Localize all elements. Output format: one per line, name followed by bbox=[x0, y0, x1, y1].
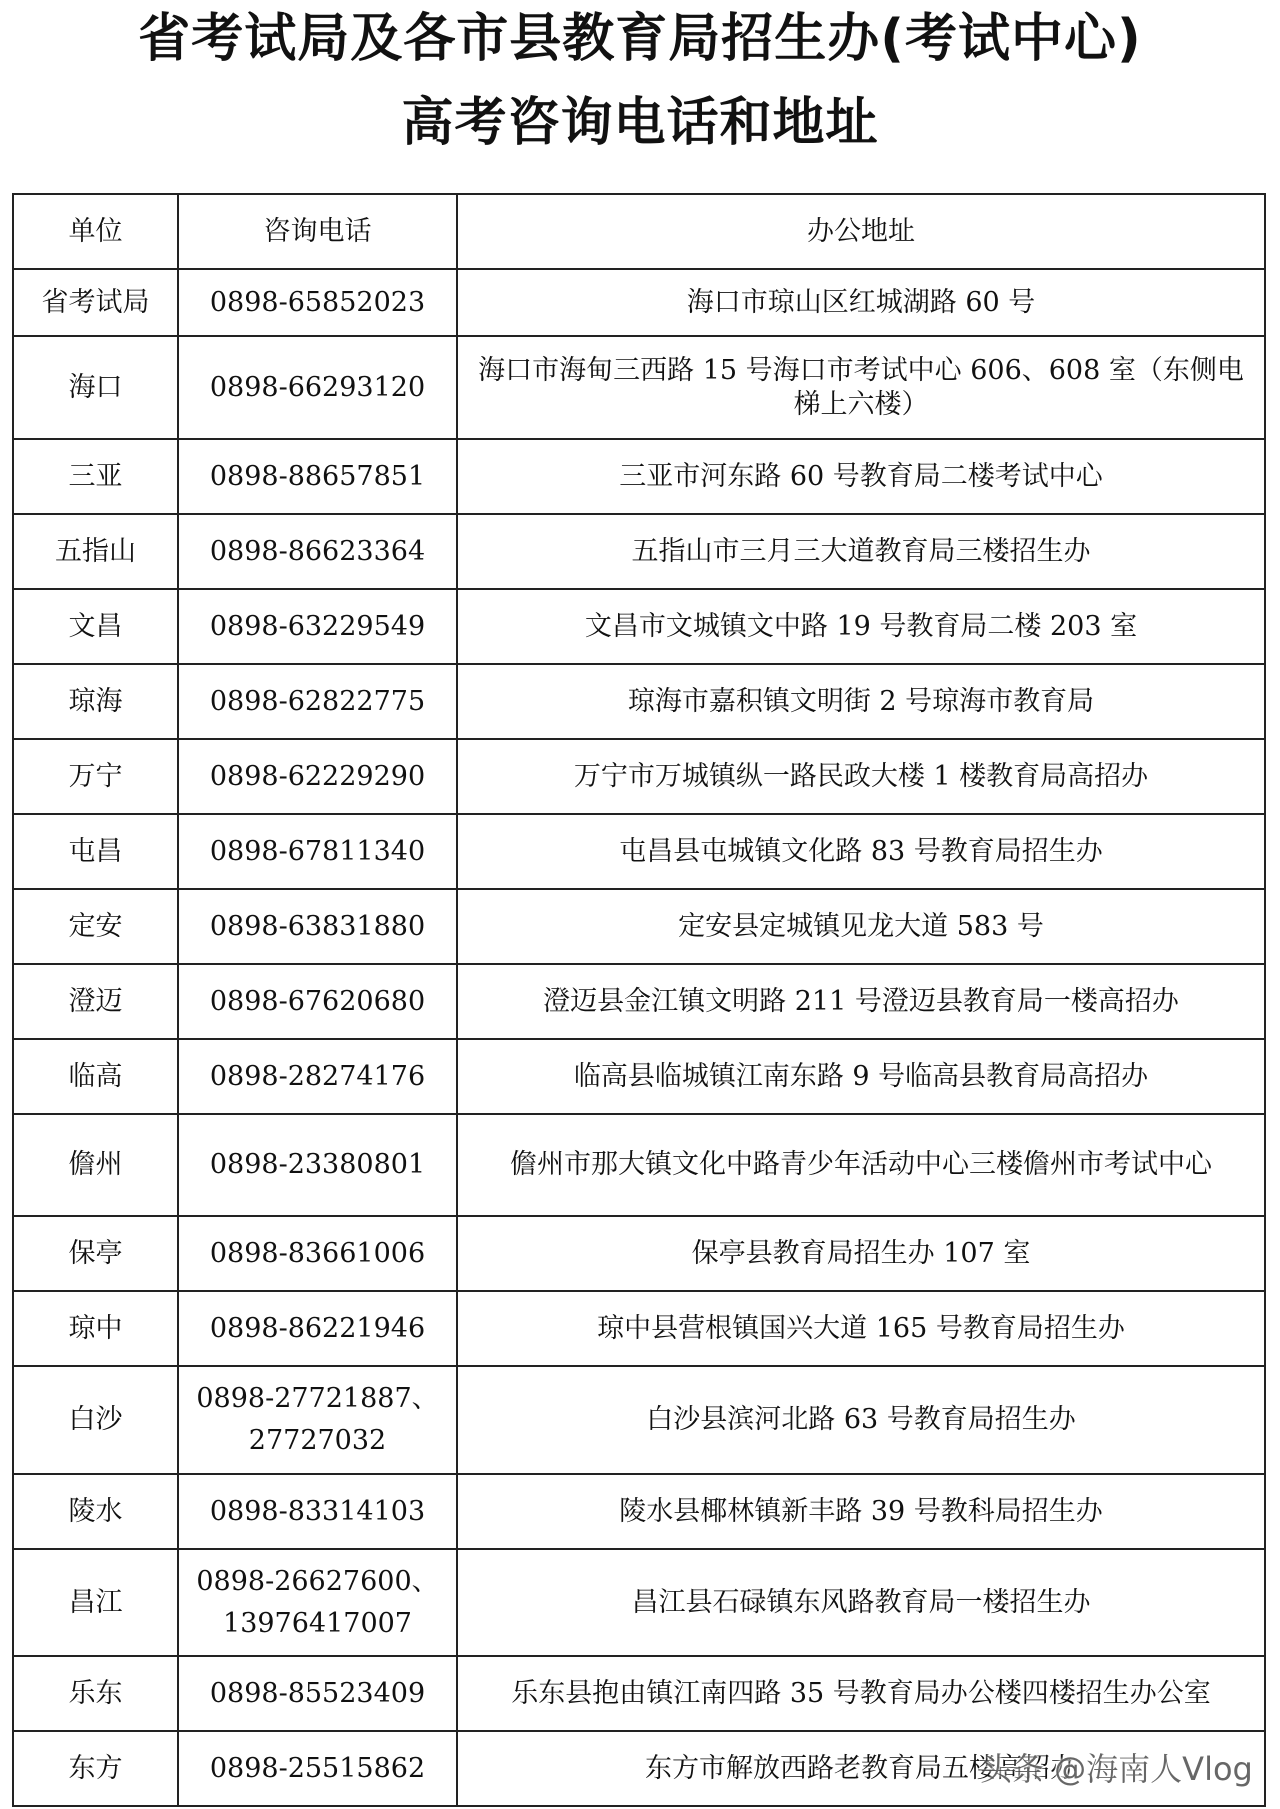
cell-unit: 万宁 bbox=[13, 739, 178, 814]
cell-phone: 0898-86221946 bbox=[178, 1291, 457, 1366]
cell-phone: 0898-28274176 bbox=[178, 1039, 457, 1114]
cell-phone: 0898-67811340 bbox=[178, 814, 457, 889]
cell-unit: 五指山 bbox=[13, 514, 178, 589]
cell-address: 白沙县滨河北路 63 号教育局招生办 bbox=[457, 1366, 1265, 1474]
cell-phone bbox=[178, 1366, 457, 1474]
cell-address: 保亭县教育局招生办 107 室 bbox=[457, 1216, 1265, 1291]
watermark: 头条 @海南人Vlog bbox=[980, 1750, 1253, 1788]
table-row bbox=[13, 336, 1265, 439]
cell-unit: 临高 bbox=[13, 1039, 178, 1114]
table-row bbox=[13, 739, 1265, 814]
cell-address: 海口市海甸三西路 15 号海口市考试中心 606、608 室（东侧电梯上六楼） bbox=[457, 336, 1265, 439]
cell-phone: 0898-83661006 bbox=[178, 1216, 457, 1291]
cell-phone: 0898-63229549 bbox=[178, 589, 457, 664]
page-title: 省考试局及各市县教育局招生办(考试中心) bbox=[138, 9, 1142, 69]
table-row bbox=[13, 269, 1265, 336]
cell-phone: 0898-66293120 bbox=[178, 336, 457, 439]
cell-address: 临高县临城镇江南东路 9 号临高县教育局高招办 bbox=[457, 1039, 1265, 1114]
cell-unit: 乐东 bbox=[13, 1656, 178, 1731]
table-row bbox=[13, 1474, 1265, 1549]
cell-unit: 东方 bbox=[13, 1731, 178, 1806]
phone-line-2: 27727032 bbox=[248, 1425, 387, 1456]
table-header-row bbox=[13, 194, 1265, 269]
cell-phone: 0898-65852023 bbox=[178, 269, 457, 336]
cell-address: 琼中县营根镇国兴大道 165 号教育局招生办 bbox=[457, 1291, 1265, 1366]
cell-address: 澄迈县金江镇文明路 211 号澄迈县教育局一楼高招办 bbox=[457, 964, 1265, 1039]
table-row bbox=[13, 589, 1265, 664]
header-address: 办公地址 bbox=[457, 194, 1265, 269]
phone-line-2: 13976417007 bbox=[223, 1607, 412, 1639]
table-row bbox=[13, 1114, 1265, 1216]
header-phone: 咨询电话 bbox=[178, 194, 457, 269]
table-row bbox=[13, 1216, 1265, 1291]
cell-unit: 澄迈 bbox=[13, 964, 178, 1039]
cell-address: 海口市琼山区红城湖路 60 号 bbox=[457, 269, 1265, 336]
cell-unit: 儋州 bbox=[13, 1114, 178, 1216]
cell-address: 乐东县抱由镇江南四路 35 号教育局办公楼四楼招生办公室 bbox=[457, 1656, 1265, 1731]
page-subtitle: 高考咨询电话和地址 bbox=[401, 93, 879, 153]
cell-unit: 定安 bbox=[13, 889, 178, 964]
table-row bbox=[13, 814, 1265, 889]
cell-address: 万宁市万城镇纵一路民政大楼 1 楼教育局高招办 bbox=[457, 739, 1265, 814]
cell-unit: 昌江 bbox=[13, 1549, 178, 1656]
cell-address: 琼海市嘉积镇文明街 2 号琼海市教育局 bbox=[457, 664, 1265, 739]
cell-phone: 0898-23380801 bbox=[178, 1114, 457, 1216]
cell-phone: 0898-25515862 bbox=[178, 1731, 457, 1806]
contact-table bbox=[12, 193, 1266, 1807]
cell-unit: 海口 bbox=[13, 336, 178, 439]
cell-address: 五指山市三月三大道教育局三楼招生办 bbox=[457, 514, 1265, 589]
table-row bbox=[13, 664, 1265, 739]
cell-phone: 0898-86623364 bbox=[178, 514, 457, 589]
header-unit: 单位 bbox=[13, 194, 178, 269]
cell-unit: 陵水 bbox=[13, 1474, 178, 1549]
cell-phone bbox=[178, 1549, 457, 1656]
table-row bbox=[13, 1366, 1265, 1474]
cell-address: 定安县定城镇见龙大道 583 号 bbox=[457, 889, 1265, 964]
cell-phone: 0898-62822775 bbox=[178, 664, 457, 739]
cell-unit: 琼海 bbox=[13, 664, 178, 739]
cell-phone: 0898-62229290 bbox=[178, 739, 457, 814]
cell-address: 三亚市河东路 60 号教育局二楼考试中心 bbox=[457, 439, 1265, 514]
cell-address: 屯昌县屯城镇文化路 83 号教育局招生办 bbox=[457, 814, 1265, 889]
phone-line-1: 0898-26627600、 bbox=[196, 1565, 439, 1597]
cell-unit: 三亚 bbox=[13, 439, 178, 514]
cell-phone: 0898-88657851 bbox=[178, 439, 457, 514]
cell-unit: 省考试局 bbox=[13, 269, 178, 336]
cell-address: 文昌市文城镇文中路 19 号教育局二楼 203 室 bbox=[457, 589, 1265, 664]
table-row bbox=[13, 964, 1265, 1039]
table-row bbox=[13, 889, 1265, 964]
table-row bbox=[13, 1656, 1265, 1731]
cell-phone: 0898-83314103 bbox=[178, 1474, 457, 1549]
cell-unit: 琼中 bbox=[13, 1291, 178, 1366]
cell-phone: 0898-67620680 bbox=[178, 964, 457, 1039]
cell-unit: 屯昌 bbox=[13, 814, 178, 889]
cell-phone: 0898-85523409 bbox=[178, 1656, 457, 1731]
cell-address: 陵水县椰林镇新丰路 39 号教科局招生办 bbox=[457, 1474, 1265, 1549]
table-row bbox=[13, 1291, 1265, 1366]
table-row bbox=[13, 1549, 1265, 1656]
cell-unit: 保亭 bbox=[13, 1216, 178, 1291]
cell-unit: 文昌 bbox=[13, 589, 178, 664]
phone-line-1: 0898-27721887、 bbox=[196, 1383, 439, 1414]
cell-address: 昌江县石碌镇东风路教育局一楼招生办 bbox=[457, 1549, 1265, 1656]
cell-address: 东方市解放西路老教育局五楼高招办 bbox=[457, 1731, 1265, 1806]
table-row bbox=[13, 1039, 1265, 1114]
cell-phone: 0898-63831880 bbox=[178, 889, 457, 964]
cell-unit: 白沙 bbox=[13, 1366, 178, 1474]
table-row bbox=[13, 514, 1265, 589]
table-row bbox=[13, 439, 1265, 514]
cell-address: 儋州市那大镇文化中路青少年活动中心三楼儋州市考试中心 bbox=[457, 1114, 1265, 1216]
